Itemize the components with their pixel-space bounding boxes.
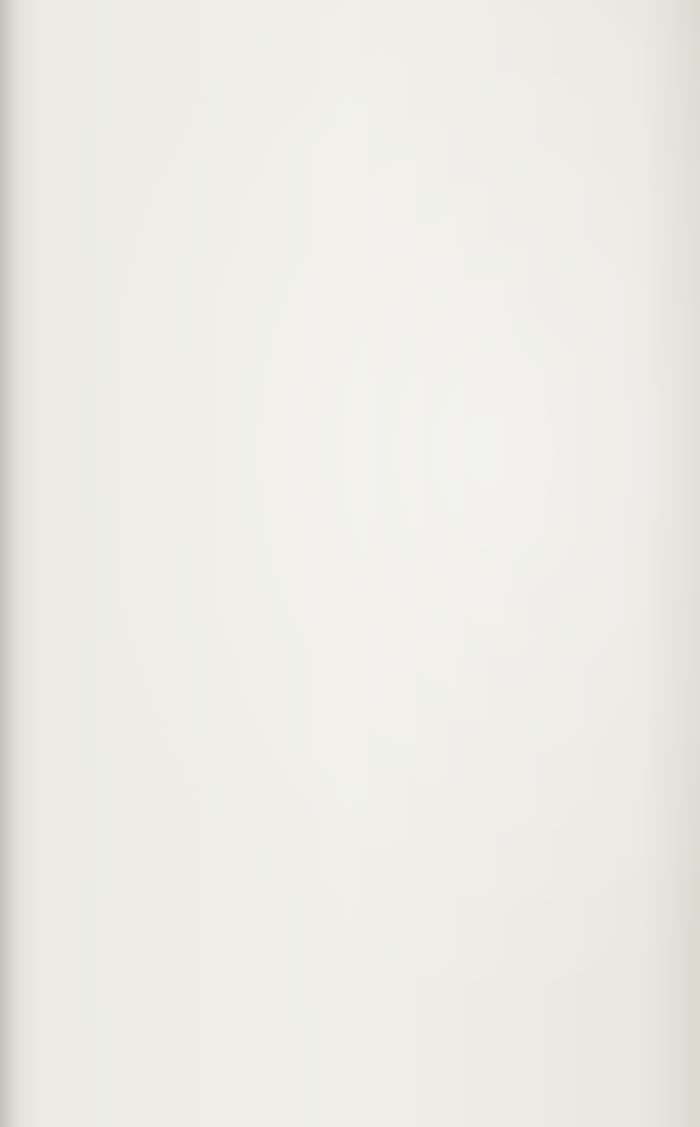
gutter-shadow [0, 0, 18, 1127]
running-head [0, 8, 700, 38]
